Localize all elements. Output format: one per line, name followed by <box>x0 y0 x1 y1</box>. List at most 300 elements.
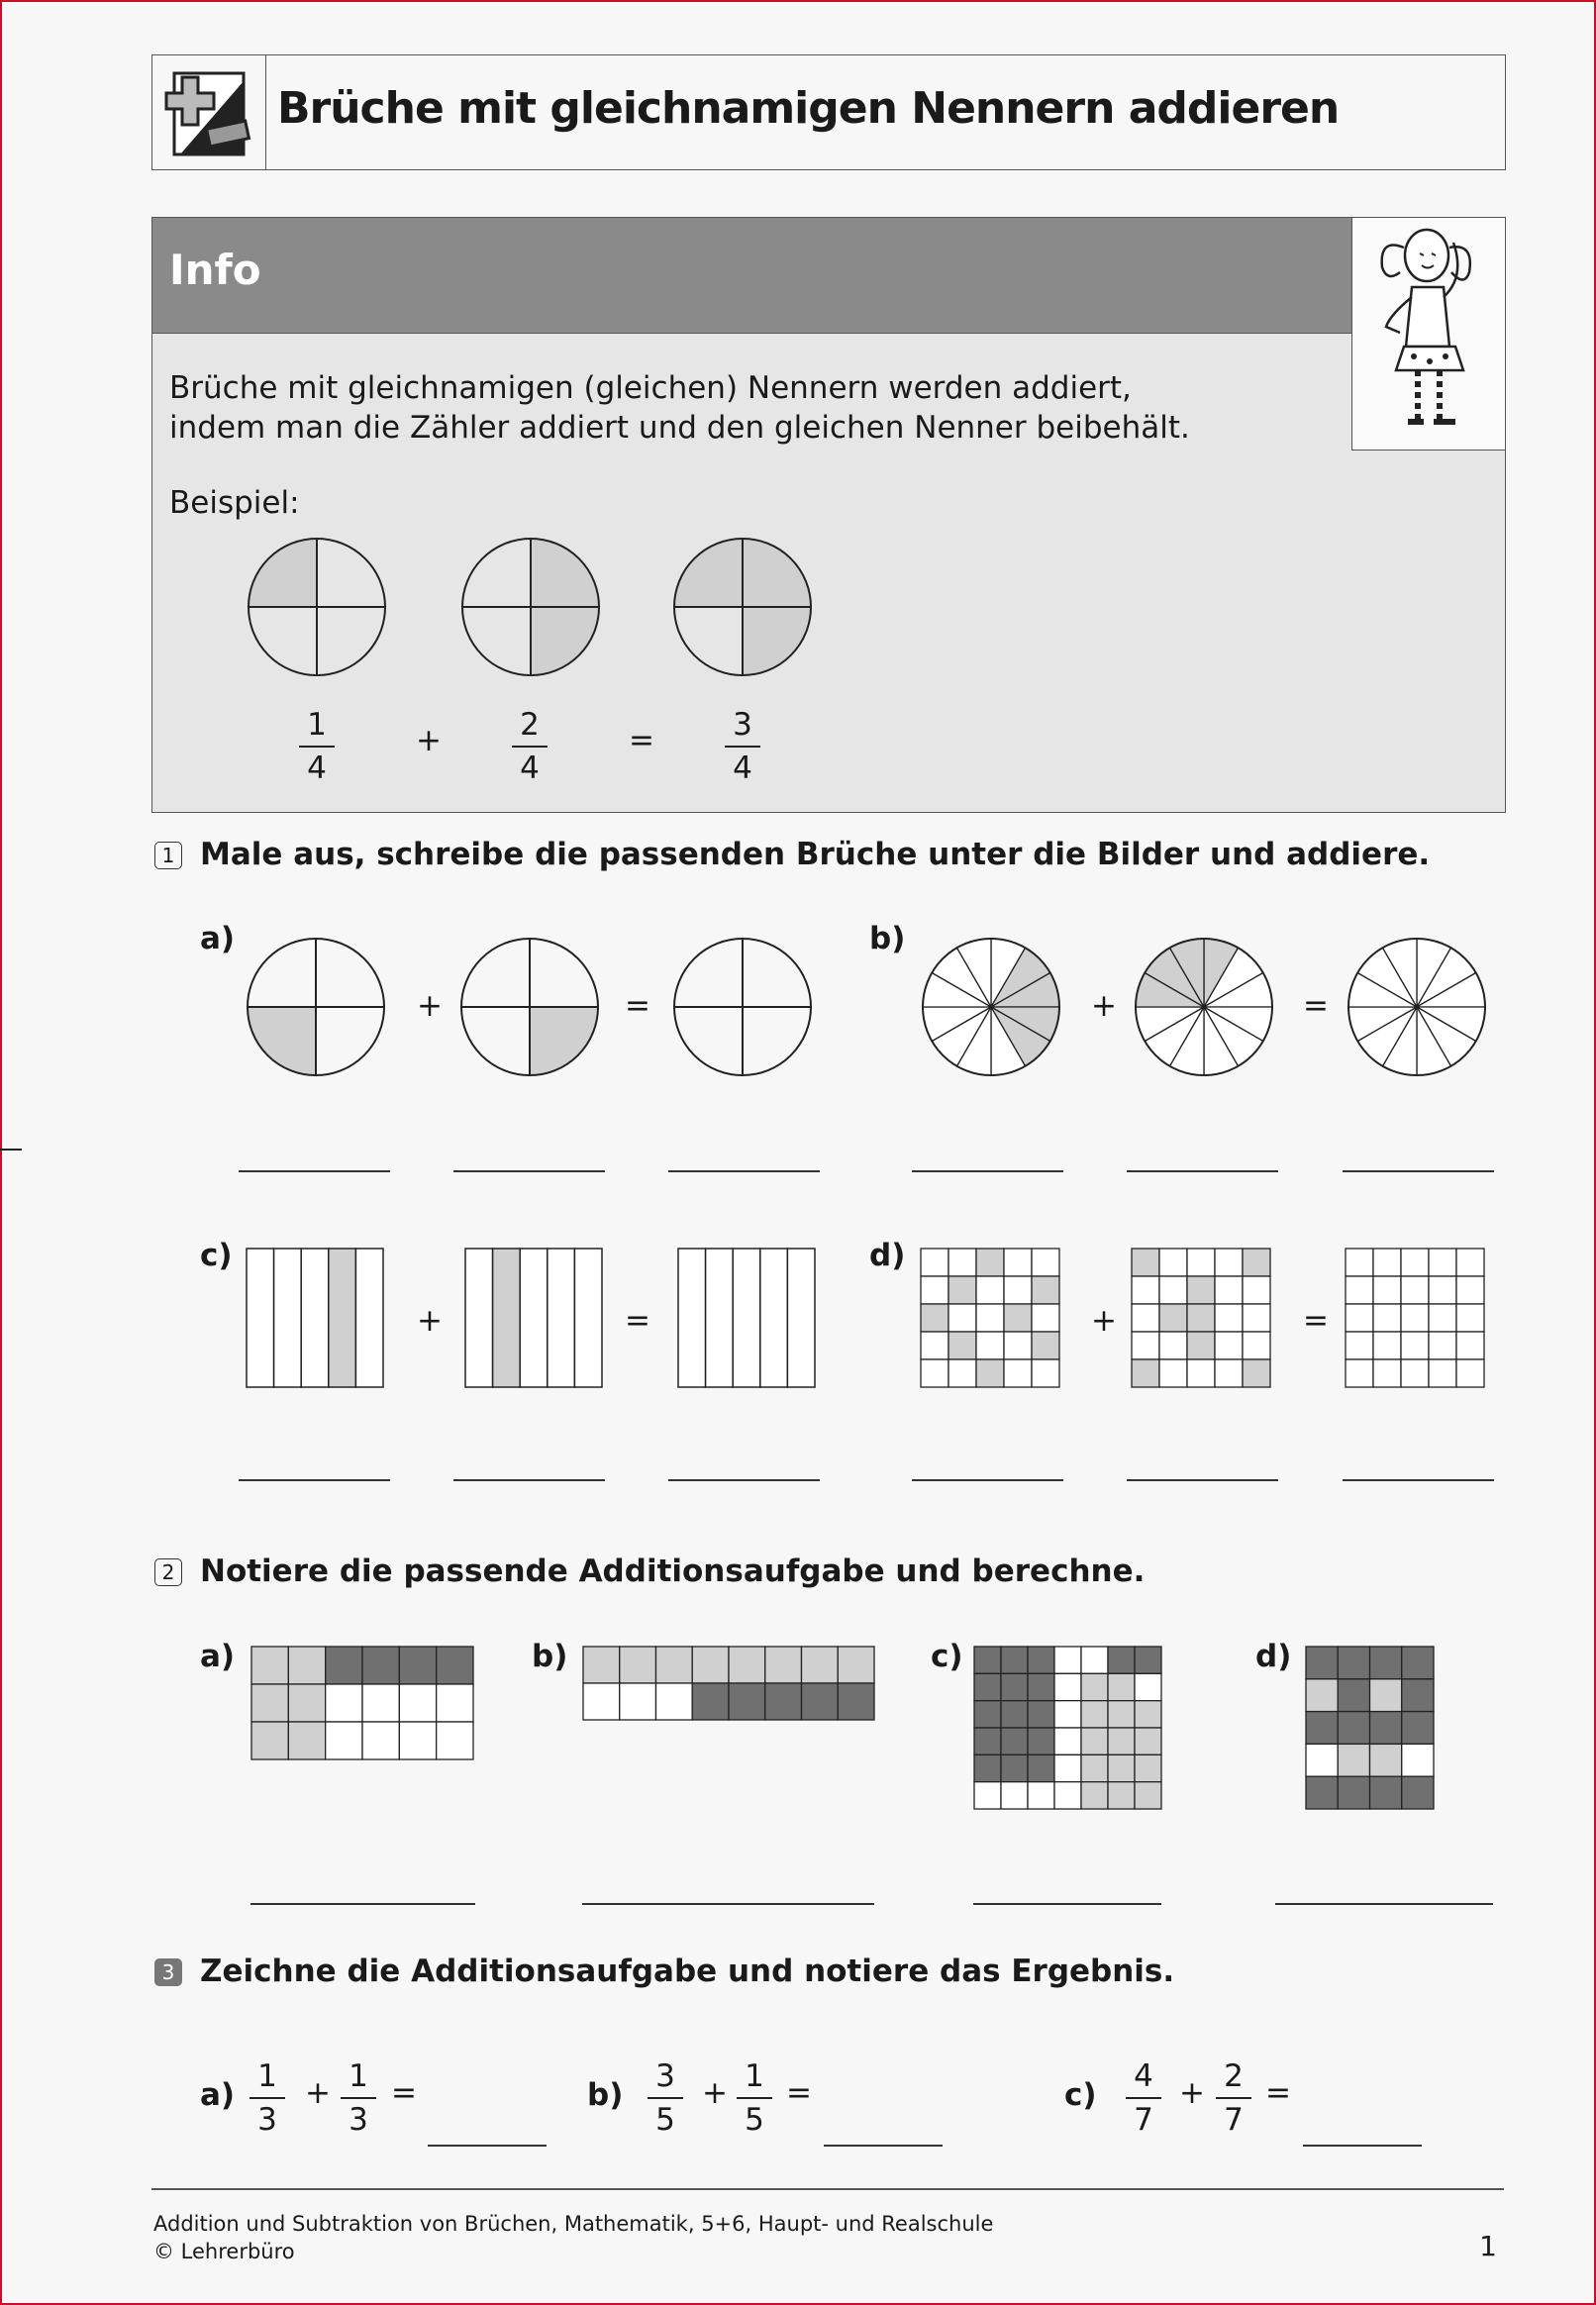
numerator: 1 <box>257 2058 277 2094</box>
girl-illustration <box>1351 218 1505 451</box>
grid-cell <box>288 1684 325 1722</box>
grid-cell <box>1028 1754 1054 1781</box>
grid-cell <box>1004 1249 1032 1276</box>
task-1b-pie-1[interactable] <box>921 937 1061 1077</box>
task-1d-grid-2[interactable] <box>1131 1248 1271 1388</box>
grid-cell <box>1215 1249 1243 1276</box>
grid-cell <box>1373 1304 1401 1332</box>
grid-cell <box>1132 1304 1159 1332</box>
grid-cell <box>921 1276 948 1304</box>
info-header <box>152 218 1351 334</box>
grid-cell <box>1135 1647 1161 1673</box>
footer-divider <box>151 2188 1504 2190</box>
grid-cell <box>976 1276 1004 1304</box>
grid-cell <box>1346 1276 1373 1304</box>
grid-cell <box>1004 1359 1032 1387</box>
grid-cell <box>1132 1276 1159 1304</box>
grid-cell <box>1004 1304 1032 1332</box>
grid-cell <box>1132 1359 1159 1387</box>
grid-cell <box>1108 1673 1135 1700</box>
grid-cell <box>1338 1647 1369 1679</box>
grid-cell <box>1402 1647 1434 1679</box>
numerator: 4 <box>1134 2058 1153 2094</box>
grid-cell <box>1456 1249 1484 1276</box>
grid-cell <box>1401 1304 1429 1332</box>
numerator: 1 <box>307 707 327 743</box>
grid-cell <box>1135 1754 1161 1781</box>
task-1d-grid-1[interactable] <box>920 1248 1060 1388</box>
strip <box>247 1249 274 1387</box>
grid-cell <box>326 1647 362 1684</box>
grid-cell <box>1135 1782 1161 1809</box>
answer-line[interactable] <box>239 1479 390 1481</box>
grid-cell <box>948 1304 976 1332</box>
grid-cell <box>1215 1359 1243 1387</box>
task-1c-strip-3[interactable] <box>677 1248 816 1388</box>
task-1a-circle-3[interactable] <box>672 937 813 1077</box>
grid-cell <box>1370 1679 1402 1712</box>
grid-cell <box>1187 1332 1215 1359</box>
task-1-instruction: Male aus, schreibe die passenden Brüche unter die Bilder und addiere. <box>200 837 1431 872</box>
grid-cell <box>1456 1332 1484 1359</box>
answer-line[interactable] <box>453 1479 605 1481</box>
plus-sign: + <box>417 1303 443 1339</box>
plus-sign: + <box>1179 2075 1205 2111</box>
task-1d-grid-3[interactable] <box>1345 1248 1485 1388</box>
task-1a-label: a) <box>200 921 236 956</box>
task-1b-pie-3[interactable] <box>1347 937 1487 1077</box>
grid-cell <box>1028 1647 1054 1673</box>
grid-cell <box>1028 1728 1054 1754</box>
equals-sign: = <box>625 1303 650 1339</box>
grid-cell <box>1429 1249 1456 1276</box>
task-1b-pie-2[interactable] <box>1134 937 1274 1077</box>
fraction <box>646 2059 685 2137</box>
answer-line[interactable] <box>239 1170 390 1172</box>
denominator: 4 <box>307 751 327 786</box>
grid-cell <box>729 1647 765 1683</box>
equals-sign: = <box>786 2075 812 2111</box>
grid-cell <box>251 1684 288 1722</box>
task-1a-circle-2[interactable] <box>459 937 600 1077</box>
grid-cell <box>1054 1673 1081 1700</box>
grid-cell <box>583 1647 620 1683</box>
task-3a-label: a) <box>200 2077 236 2113</box>
equals-sign: = <box>625 988 650 1024</box>
grid-cell <box>1338 1679 1369 1712</box>
grid-cell <box>1215 1304 1243 1332</box>
answer-line[interactable] <box>912 1479 1063 1481</box>
grid-cell <box>326 1684 362 1722</box>
grid-cell <box>1001 1647 1028 1673</box>
fraction <box>339 2059 378 2137</box>
info-text <box>169 368 1190 448</box>
grid-cell <box>1054 1728 1081 1754</box>
grid-cell <box>1456 1359 1484 1387</box>
grid-cell <box>1429 1304 1456 1332</box>
grid-cell <box>1108 1701 1135 1728</box>
task-number-3: 3 <box>154 1958 182 1986</box>
grid-cell <box>1306 1744 1338 1776</box>
denominator: 7 <box>1224 2102 1244 2138</box>
grid-cell <box>1456 1276 1484 1304</box>
equals-sign: = <box>1303 988 1329 1024</box>
task-2b-grid <box>582 1646 875 1721</box>
answer-line[interactable] <box>1127 1170 1278 1172</box>
grid-cell <box>974 1728 1001 1754</box>
grid-cell <box>1373 1359 1401 1387</box>
strip <box>465 1249 493 1387</box>
footer-copyright: © Lehrerbüro <box>153 2240 295 2263</box>
grid-cell <box>974 1647 1001 1673</box>
grid-cell <box>399 1684 436 1722</box>
grid-cell <box>1108 1728 1135 1754</box>
grid-cell <box>1370 1776 1402 1809</box>
grid-cell <box>1081 1782 1108 1809</box>
denominator: 7 <box>1134 2102 1153 2138</box>
grid-cell <box>1054 1647 1081 1673</box>
answer-line[interactable] <box>668 1170 820 1172</box>
task-1b-label: b) <box>869 921 906 956</box>
grid-cell <box>1346 1249 1373 1276</box>
grid-cell <box>362 1684 399 1722</box>
grid-cell <box>1004 1276 1032 1304</box>
grid-cell <box>1401 1276 1429 1304</box>
grid-cell <box>326 1722 362 1759</box>
fraction <box>1214 2059 1253 2137</box>
grid-cell <box>1306 1679 1338 1712</box>
grid-cell <box>948 1249 976 1276</box>
grid-cell <box>1402 1744 1434 1776</box>
grid-cell <box>1187 1249 1215 1276</box>
task-number-1: 1 <box>154 842 182 869</box>
grid-cell <box>583 1683 620 1720</box>
grid-cell <box>1001 1728 1028 1754</box>
task-number-2: 2 <box>154 1558 182 1586</box>
grid-cell <box>1135 1673 1161 1700</box>
grid-cell <box>1370 1744 1402 1776</box>
strip <box>301 1249 329 1387</box>
example-fraction-2 <box>510 708 549 785</box>
numerator: 1 <box>349 2058 368 2094</box>
grid-cell <box>1429 1332 1456 1359</box>
answer-line[interactable] <box>668 1479 820 1481</box>
grid-cell <box>921 1359 948 1387</box>
grid-cell <box>1032 1304 1059 1332</box>
grid-cell <box>1243 1359 1270 1387</box>
task-2a-grid <box>250 1646 474 1760</box>
task-2a-label: a) <box>200 1639 236 1674</box>
grid-cell <box>1004 1332 1032 1359</box>
grid-cell <box>1402 1679 1434 1712</box>
grid-cell <box>1243 1304 1270 1332</box>
grid-cell <box>838 1647 874 1683</box>
equals-sign: = <box>391 2075 417 2111</box>
grid-cell <box>1132 1249 1159 1276</box>
task-1c-strip-1[interactable] <box>246 1248 384 1388</box>
grid-cell <box>1401 1332 1429 1359</box>
denominator: 5 <box>745 2102 764 2138</box>
grid-cell <box>1373 1332 1401 1359</box>
grid-cell <box>1402 1776 1434 1809</box>
task-2c-grid <box>973 1646 1162 1810</box>
denominator: 3 <box>257 2102 277 2138</box>
grid-cell <box>1429 1359 1456 1387</box>
grid-cell <box>1159 1249 1187 1276</box>
plus-sign: + <box>417 988 443 1024</box>
grid-cell <box>974 1754 1001 1781</box>
footer-source: Addition und Subtraktion von Brüchen, Mathematik, 5+6, Haupt- und Realschule <box>153 2212 994 2236</box>
task-1d-label: d) <box>869 1238 906 1273</box>
grid-cell <box>838 1683 874 1720</box>
grid-cell <box>1028 1782 1054 1809</box>
task-2d-grid <box>1305 1646 1435 1810</box>
numerator: 2 <box>520 707 540 743</box>
denominator: 4 <box>520 751 540 786</box>
plus-sign: + <box>1091 1303 1117 1339</box>
grid-cell <box>1338 1776 1369 1809</box>
grid-cell <box>692 1647 729 1683</box>
plus-sign: + <box>416 723 442 758</box>
answer-line[interactable] <box>824 2145 943 2147</box>
task-1c-label: c) <box>200 1238 233 1273</box>
example-fraction-3 <box>723 708 762 785</box>
grid-cell <box>974 1782 1001 1809</box>
task-3-instruction: Zeichne die Additionsaufgabe und notiere das Ergebnis. <box>200 1954 1175 1989</box>
grid-cell <box>1215 1332 1243 1359</box>
grid-cell <box>1081 1754 1108 1781</box>
grid-cell <box>976 1332 1004 1359</box>
strip <box>355 1249 383 1387</box>
grid-cell <box>1001 1701 1028 1728</box>
grid-cell <box>1159 1276 1187 1304</box>
grid-cell <box>1401 1249 1429 1276</box>
page-title: Brüche mit gleichnamigen Nennern addieren <box>277 83 1340 134</box>
equals-sign: = <box>1265 2075 1291 2111</box>
grid-cell <box>1215 1276 1243 1304</box>
strip <box>329 1249 356 1387</box>
grid-cell <box>1402 1712 1434 1745</box>
grid-cell <box>1243 1249 1270 1276</box>
task-2b-label: b) <box>532 1639 568 1674</box>
answer-line[interactable] <box>582 1903 874 1905</box>
grid-cell <box>288 1722 325 1759</box>
task-1c-strip-2[interactable] <box>464 1248 603 1388</box>
equals-sign: = <box>1303 1303 1329 1339</box>
grid-cell <box>976 1249 1004 1276</box>
grid-cell <box>1028 1673 1054 1700</box>
strip <box>493 1249 521 1387</box>
grid-cell <box>1346 1359 1373 1387</box>
grid-cell <box>1306 1647 1338 1679</box>
grid-cell <box>1373 1249 1401 1276</box>
denominator: 4 <box>733 751 752 786</box>
grid-cell <box>974 1673 1001 1700</box>
grid-cell <box>1001 1754 1028 1781</box>
task-2c-label: c) <box>931 1639 963 1674</box>
grid-cell <box>437 1684 473 1722</box>
grid-cell <box>948 1359 976 1387</box>
grid-cell <box>1243 1276 1270 1304</box>
grid-cell <box>1032 1249 1059 1276</box>
equals-sign: = <box>629 723 654 758</box>
grid-cell <box>974 1701 1001 1728</box>
grid-cell <box>1456 1304 1484 1332</box>
grid-cell <box>288 1647 325 1684</box>
grid-cell <box>620 1683 656 1720</box>
grid-cell <box>1187 1276 1215 1304</box>
grid-cell <box>1054 1782 1081 1809</box>
denominator: 3 <box>349 2102 368 2138</box>
fraction <box>735 2059 774 2137</box>
grid-cell <box>802 1647 839 1683</box>
grid-cell <box>1346 1304 1373 1332</box>
numerator: 3 <box>733 707 752 743</box>
answer-line[interactable] <box>1127 1479 1278 1481</box>
grid-cell <box>765 1647 802 1683</box>
grid-cell <box>251 1722 288 1759</box>
grid-cell <box>1346 1332 1373 1359</box>
grid-cell <box>1306 1776 1338 1809</box>
title-box <box>151 54 1506 170</box>
grid-cell <box>399 1722 436 1759</box>
answer-line[interactable] <box>1275 1903 1493 1905</box>
grid-cell <box>1370 1712 1402 1745</box>
strip <box>574 1249 602 1387</box>
grid-cell <box>921 1332 948 1359</box>
task-2d-label: d) <box>1255 1639 1292 1674</box>
grid-cell <box>1243 1332 1270 1359</box>
example-circle-1 <box>246 536 388 678</box>
grid-cell <box>1081 1673 1108 1700</box>
grid-cell <box>1081 1647 1108 1673</box>
numerator: 3 <box>655 2058 675 2094</box>
grid-cell <box>1054 1754 1081 1781</box>
grid-cell <box>1108 1647 1135 1673</box>
grid-cell <box>1338 1744 1369 1776</box>
info-line-1: Brüche mit gleichnamigen (gleichen) Nennern werden addiert, <box>169 370 1132 406</box>
grid-cell <box>437 1647 473 1684</box>
grid-cell <box>362 1647 399 1684</box>
grid-cell <box>362 1722 399 1759</box>
grid-cell <box>1081 1701 1108 1728</box>
grid-cell <box>1032 1332 1059 1359</box>
info-line-2: indem man die Zähler addiert und den gleichen Nenner beibehält. <box>169 410 1190 446</box>
grid-cell <box>976 1304 1004 1332</box>
grid-cell <box>1187 1304 1215 1332</box>
numerator: 2 <box>1224 2058 1244 2094</box>
grid-cell <box>1159 1332 1187 1359</box>
grid-cell <box>1135 1728 1161 1754</box>
answer-line[interactable] <box>1343 1170 1494 1172</box>
grid-cell <box>1108 1754 1135 1781</box>
grid-cell <box>692 1683 729 1720</box>
strip <box>760 1249 788 1387</box>
grid-cell <box>948 1276 976 1304</box>
grid-cell <box>1028 1701 1054 1728</box>
grid-cell <box>1159 1304 1187 1332</box>
strip <box>787 1249 815 1387</box>
grid-cell <box>1001 1782 1028 1809</box>
page-number: 1 <box>1479 2230 1497 2262</box>
answer-line[interactable] <box>973 1903 1161 1905</box>
strip <box>520 1249 548 1387</box>
grid-cell <box>729 1683 765 1720</box>
answer-line[interactable] <box>250 1903 475 1905</box>
answer-line[interactable] <box>1303 2145 1422 2147</box>
fraction <box>248 2059 287 2137</box>
plus-sign: + <box>1091 988 1117 1024</box>
grid-cell <box>1370 1647 1402 1679</box>
strip <box>733 1249 760 1387</box>
strip <box>706 1249 734 1387</box>
grid-cell <box>620 1647 656 1683</box>
answer-line[interactable] <box>428 2145 547 2147</box>
grid-cell <box>1108 1782 1135 1809</box>
grid-cell <box>1159 1359 1187 1387</box>
grid-cell <box>1187 1359 1215 1387</box>
strip <box>274 1249 302 1387</box>
grid-cell <box>1001 1673 1028 1700</box>
fraction <box>1124 2059 1163 2137</box>
grid-cell <box>1032 1276 1059 1304</box>
grid-cell <box>948 1332 976 1359</box>
grid-cell <box>656 1647 693 1683</box>
strip <box>548 1249 575 1387</box>
grid-cell <box>1032 1359 1059 1387</box>
task-1a-circle-1[interactable] <box>246 937 386 1077</box>
grid-cell <box>921 1249 948 1276</box>
grid-cell <box>1135 1701 1161 1728</box>
numerator: 1 <box>745 2058 764 2094</box>
example-circle-2 <box>459 536 602 678</box>
example-label: Beispiel: <box>169 485 300 521</box>
grid-cell <box>976 1359 1004 1387</box>
grid-cell <box>399 1647 436 1684</box>
answer-line[interactable] <box>1343 1479 1494 1481</box>
info-heading: Info <box>169 246 261 294</box>
grid-cell <box>802 1683 839 1720</box>
denominator: 5 <box>655 2102 675 2138</box>
task-3b-label: b) <box>587 2077 624 2113</box>
info-box <box>151 217 1506 813</box>
plus-sign: + <box>305 2075 331 2111</box>
answer-line[interactable] <box>912 1170 1063 1172</box>
strip <box>678 1249 706 1387</box>
grid-cell <box>1081 1728 1108 1754</box>
grid-cell <box>1132 1332 1159 1359</box>
task-2-instruction: Notiere die passende Additionsaufgabe und berechne. <box>200 1553 1146 1589</box>
answer-line[interactable] <box>453 1170 605 1172</box>
grid-cell <box>1401 1359 1429 1387</box>
grid-cell <box>251 1647 288 1684</box>
example-circle-3 <box>671 536 814 678</box>
grid-cell <box>656 1683 693 1720</box>
grid-cell <box>1054 1701 1081 1728</box>
grid-cell <box>1429 1276 1456 1304</box>
example-fraction-1 <box>297 708 337 785</box>
grid-cell <box>1373 1276 1401 1304</box>
grid-cell <box>1338 1712 1369 1745</box>
plus-minus-icon <box>152 55 266 169</box>
grid-cell <box>765 1683 802 1720</box>
grid-cell <box>1306 1712 1338 1745</box>
plus-sign: + <box>702 2075 728 2111</box>
margin-mark <box>0 1149 22 1151</box>
task-3c-label: c) <box>1064 2077 1097 2113</box>
grid-cell <box>921 1304 948 1332</box>
grid-cell <box>437 1722 473 1759</box>
